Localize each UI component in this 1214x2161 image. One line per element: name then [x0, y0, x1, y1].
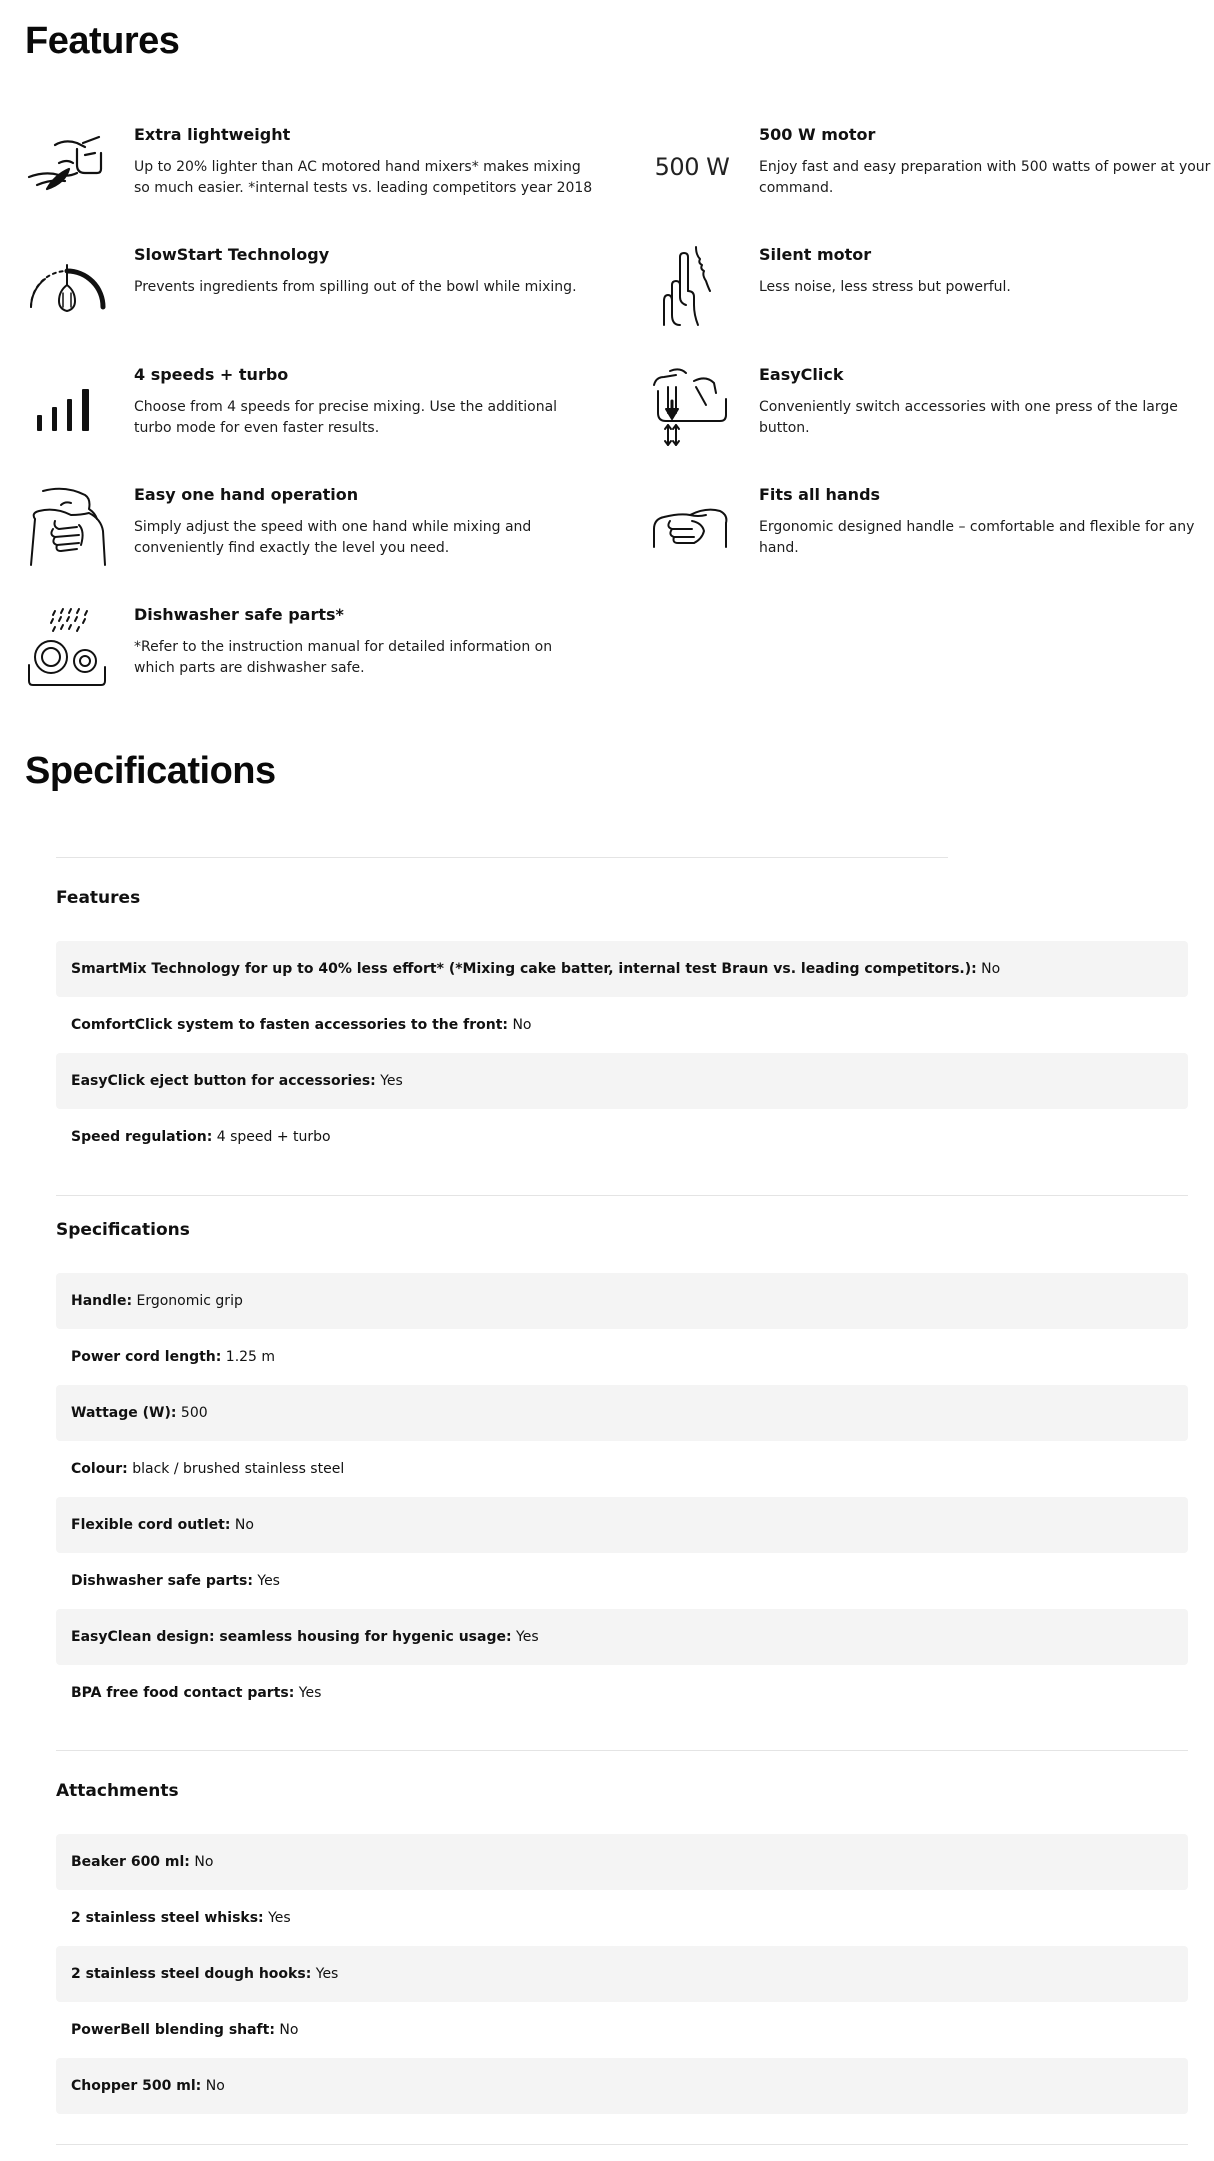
spec-row: [56, 1329, 1188, 1385]
spec-label: Colour:: [71, 1461, 128, 1477]
section-divider: [56, 857, 948, 858]
feature-description: Choose from 4 speeds for precise mixing. Use the additional turbo mode for even faster results.: [134, 399, 558, 436]
feature-title: 500 W motor: [759, 125, 876, 144]
spec-label: ComfortClick system to fasten accessories to the front:: [71, 1017, 508, 1033]
spec-label: SmartMix Technology for up to 40% less effort* (*Mixing cake batter, internal test Braun vs. leading competitors.):: [71, 961, 977, 977]
feature-title: Extra lightweight: [134, 125, 291, 144]
spec-value: No: [205, 2078, 225, 2094]
spec-row: [56, 1609, 1188, 1665]
lightweight-mixer-icon: [25, 125, 109, 209]
features-heading: Features: [25, 20, 180, 62]
spec-row: [56, 1385, 1188, 1441]
specifications-heading: Specifications: [25, 750, 276, 792]
spec-row: [56, 1553, 1188, 1609]
feature-500w-motor: [650, 125, 1210, 221]
feature-description: Prevents ingredients from spilling out of the bowl while mixing.: [134, 279, 577, 295]
feature-description: Less noise, less stress but powerful.: [759, 279, 1011, 295]
spec-row: [56, 1946, 1188, 2002]
spec-value: No: [234, 1517, 254, 1533]
spec-row: [56, 997, 1188, 1053]
spec-value: No: [194, 1854, 214, 1870]
feature-silent-motor: [650, 245, 1210, 341]
spec-row: [56, 1273, 1188, 1329]
feature-description: Simply adjust the speed with one hand while mixing and conveniently find exactly the level you need.: [134, 519, 532, 556]
feature-extra-lightweight: [25, 125, 593, 221]
feature-description: *Refer to the instruction manual for detailed information on which parts are dishwasher safe.: [134, 639, 553, 676]
spec-value: 4 speed + turbo: [216, 1129, 331, 1145]
spec-label: Speed regulation:: [71, 1129, 213, 1145]
feature-title: 4 speeds + turbo: [134, 365, 289, 384]
spec-label: 2 stainless steel whisks:: [71, 1910, 264, 1926]
spec-row: [56, 1109, 1188, 1165]
spec-value: black / brushed stainless steel: [132, 1461, 345, 1477]
dishwasher-icon: [25, 605, 109, 689]
feature-title: Dishwasher safe parts*: [134, 605, 344, 624]
feature-description: Enjoy fast and easy preparation with 500 watts of power at your command.: [759, 159, 1211, 196]
spec-value: 500: [180, 1405, 208, 1421]
spec-value: No: [512, 1017, 532, 1033]
spec-row: [56, 1053, 1188, 1109]
feature-title: Fits all hands: [759, 485, 881, 504]
spec-section-attachments-title: Attachments: [56, 1781, 179, 1801]
spec-label: Flexible cord outlet:: [71, 1517, 231, 1533]
feature-one-hand-operation: [25, 485, 585, 581]
feature-easyclick: [650, 365, 1210, 461]
spec-row: [56, 2002, 1188, 2058]
section-divider: [56, 1750, 1188, 1751]
spec-value: Ergonomic grip: [136, 1293, 243, 1309]
spec-value: No: [981, 961, 1001, 977]
spec-label: EasyClick eject button for accessories:: [71, 1073, 376, 1089]
feature-fits-all-hands: [650, 485, 1210, 581]
500w-icon-text: 500 W: [654, 153, 730, 181]
spec-value: Yes: [380, 1073, 403, 1089]
spec-label: 2 stainless steel dough hooks:: [71, 1966, 312, 1982]
spec-label: Power cord length:: [71, 1349, 222, 1365]
feature-description: Ergonomic designed handle – comfortable and flexible for any hand.: [759, 519, 1195, 556]
feature-4-speeds-turbo: [25, 365, 585, 461]
spec-row: [56, 1441, 1188, 1497]
spec-value: Yes: [298, 1685, 322, 1701]
easyclick-icon: [650, 365, 734, 449]
spec-row: [56, 941, 1188, 997]
spec-label: BPA free food contact parts:: [71, 1685, 295, 1701]
500w-icon: [650, 125, 734, 209]
spec-label: PowerBell blending shaft:: [71, 2022, 275, 2038]
speed-bars-icon: [25, 365, 109, 449]
grip-hand-icon: [650, 485, 734, 569]
spec-label: Beaker 600 ml:: [71, 1854, 190, 1870]
section-divider: [56, 2144, 1188, 2145]
section-divider: [56, 1195, 1188, 1196]
spec-value: Yes: [257, 1573, 280, 1589]
feature-title: Easy one hand operation: [134, 485, 359, 504]
one-hand-icon: [25, 485, 109, 569]
spec-value: Yes: [268, 1910, 291, 1926]
spec-label: Dishwasher safe parts:: [71, 1573, 253, 1589]
spec-label: Handle:: [71, 1293, 133, 1309]
feature-title: SlowStart Technology: [134, 245, 330, 264]
spec-value: No: [279, 2022, 299, 2038]
spec-value: Yes: [315, 1966, 339, 1982]
spec-label: Wattage (W):: [71, 1405, 177, 1421]
spec-section-specifications-title: Specifications: [56, 1220, 190, 1240]
feature-description: Conveniently switch accessories with one press of the large button.: [759, 399, 1178, 436]
spec-row: [56, 2058, 1188, 2114]
spec-label: Chopper 500 ml:: [71, 2078, 202, 2094]
spec-row: [56, 1834, 1188, 1890]
spec-row: [56, 1665, 1188, 1721]
feature-description: Up to 20% lighter than AC motored hand mixers* makes mixing so much easier. *internal tests vs. leading competitors year 2018: [134, 159, 593, 196]
slowstart-icon: [25, 245, 109, 329]
spec-value: 1.25 m: [225, 1349, 276, 1365]
spec-row: [56, 1497, 1188, 1553]
feature-dishwasher-safe: [25, 605, 585, 701]
feature-slowstart: [25, 245, 585, 341]
spec-row: [56, 1890, 1188, 1946]
feature-title: EasyClick: [759, 365, 844, 384]
spec-value: Yes: [516, 1629, 539, 1645]
spec-section-features-title: Features: [56, 888, 141, 908]
silent-hand-icon: [650, 245, 734, 329]
feature-title: Silent motor: [759, 245, 872, 264]
spec-label: EasyClean design: seamless housing for hygenic usage:: [71, 1629, 512, 1645]
